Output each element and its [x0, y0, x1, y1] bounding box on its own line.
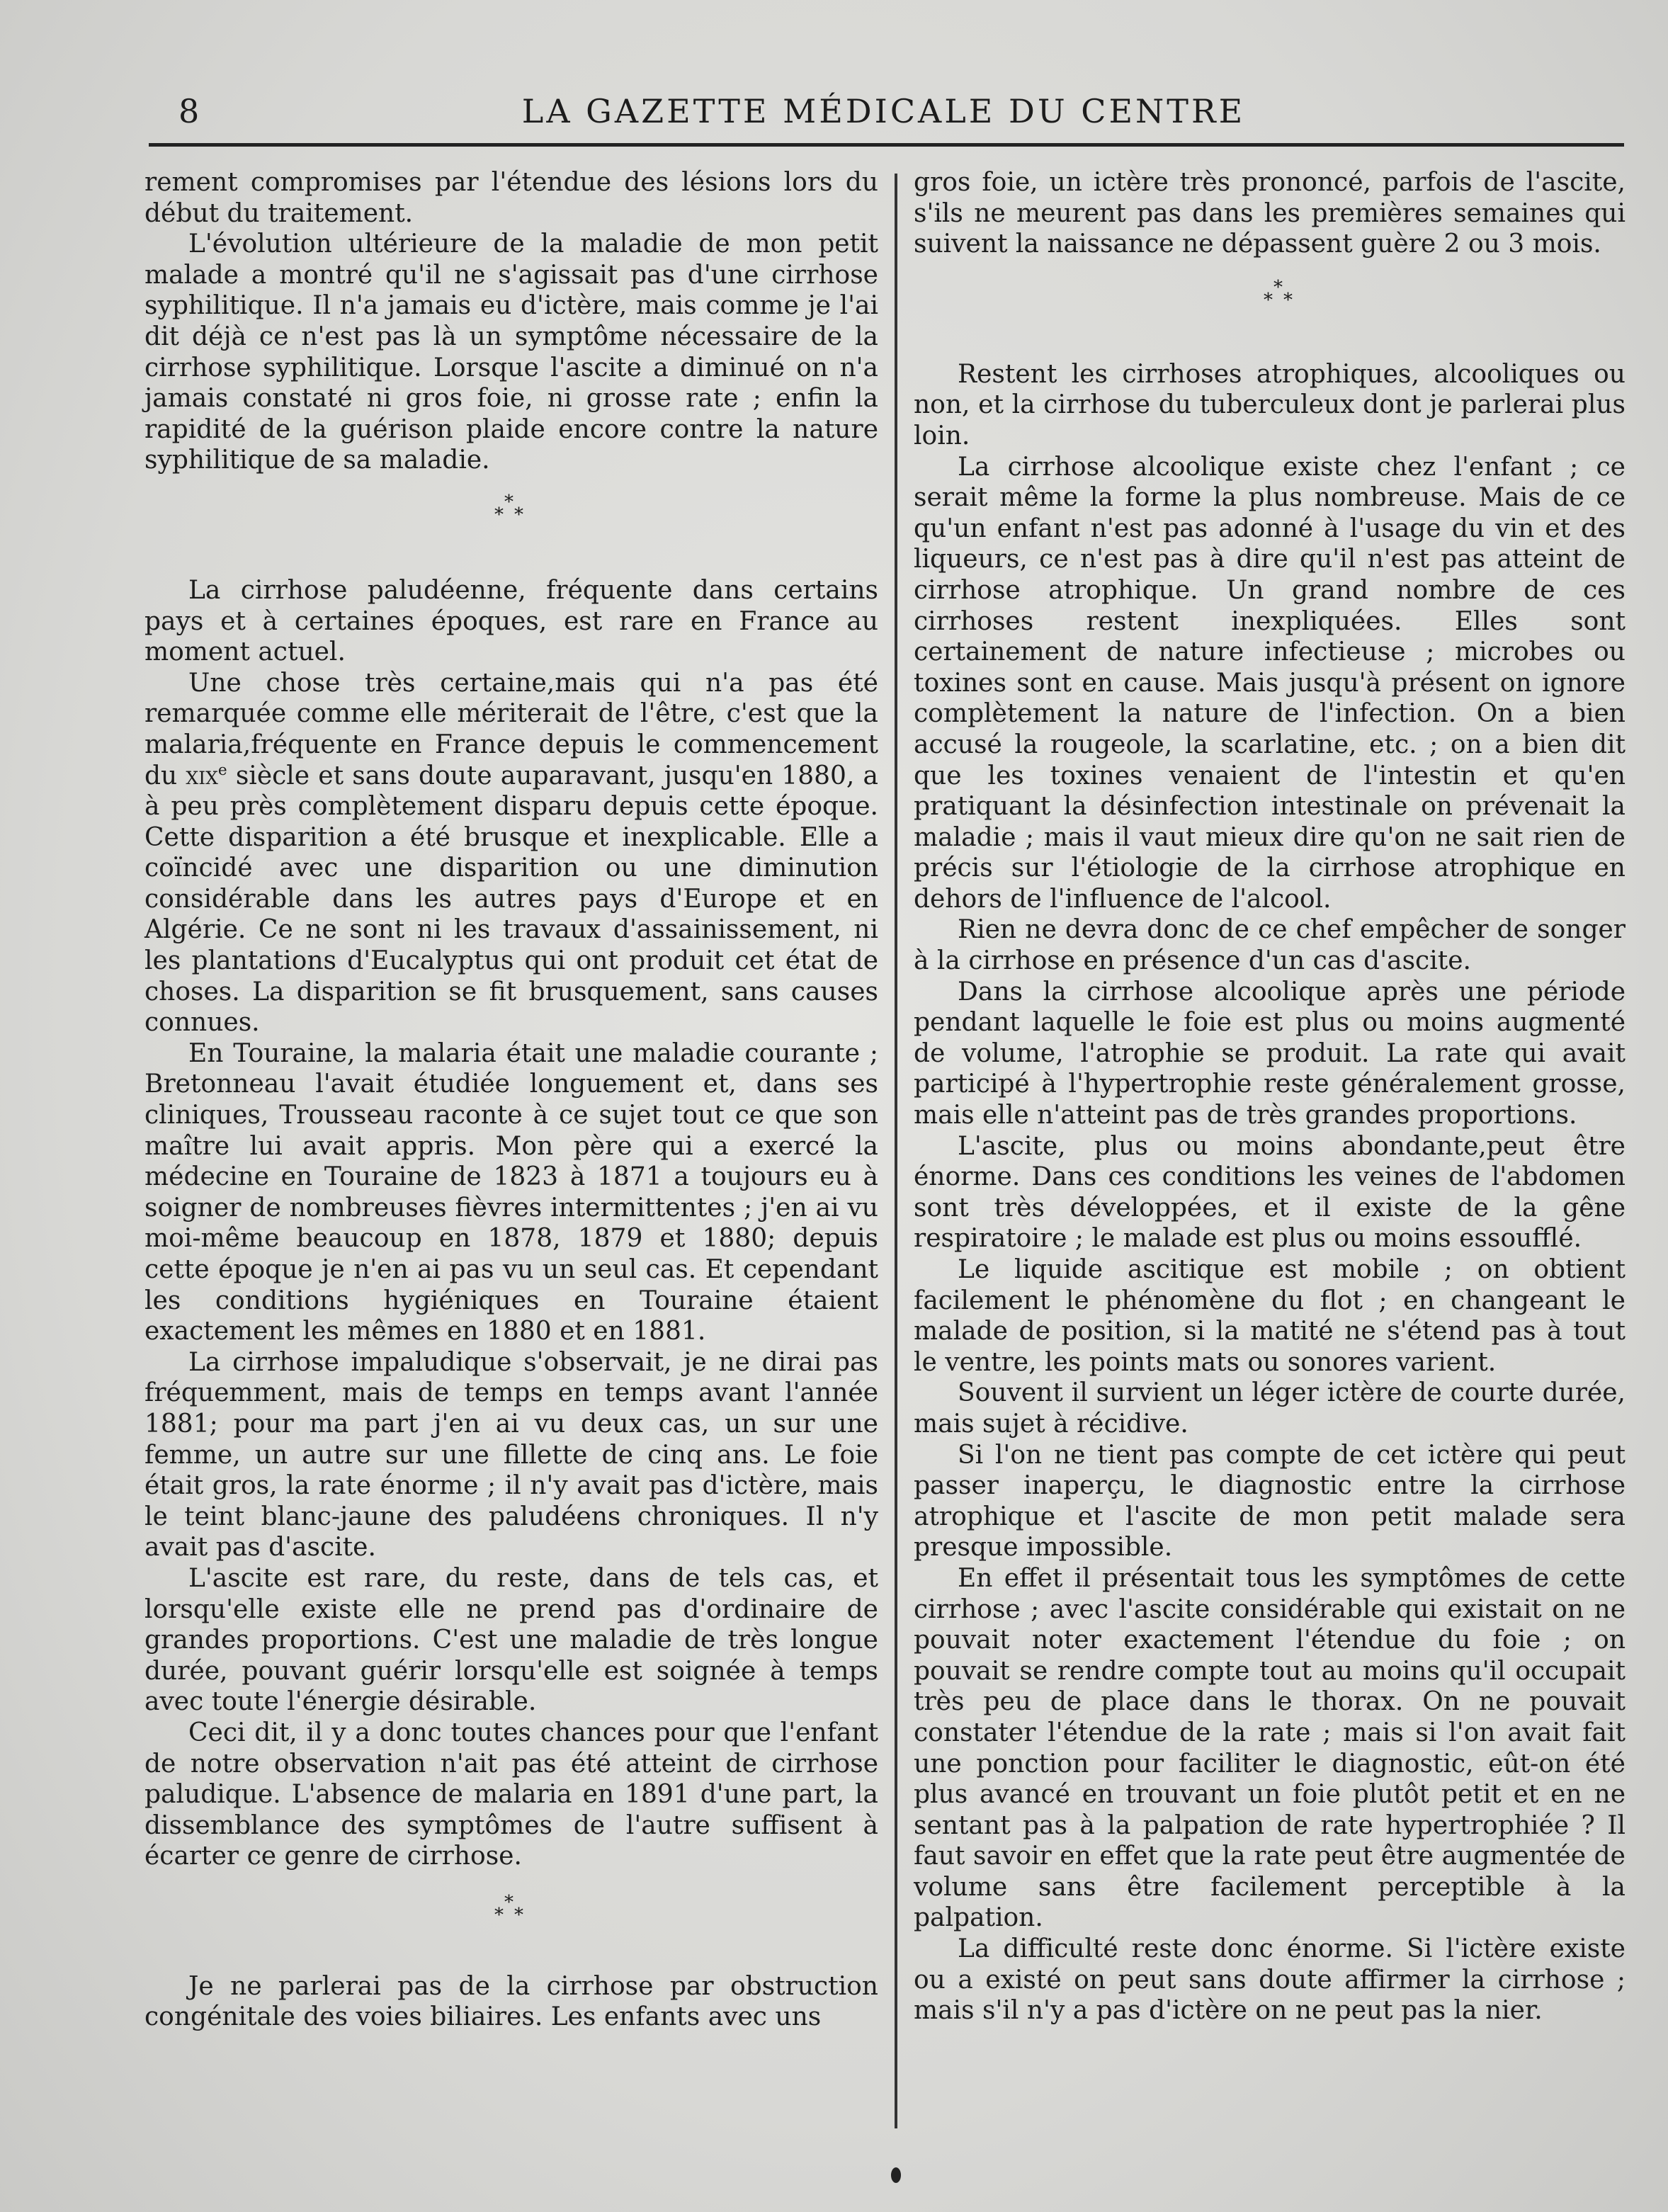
- paragraph: Rien ne devra donc de ce chef empêcher de songer à la cirrhose en présence d'un cas d'ascite.: [914, 915, 1626, 976]
- paragraph: [144, 668, 878, 1038]
- asterism-star: *: [494, 1904, 504, 1926]
- paragraph: L'ascite est rare, du reste, dans de tels cas, et lorsqu'elle existe elle ne prend pas d'ordinaire de grandes proportions. C'est une maladie de très longue durée, pouvant guérir lorsqu'elle est soignée à temps avec toute l'énergie désirable.: [144, 1563, 878, 1717]
- paragraph: Ceci dit, il y a donc toutes chances pour que l'enfant de notre observation n'ait pas été atteint de cirrhose paludique. L'absence de malaria en 1891 d'une part, la dissemblance des symptômes de l'autre suffisent à écarter ce genre de cirrhose.: [144, 1718, 878, 1871]
- asterism-star: *: [514, 504, 523, 526]
- asterism-star: *: [514, 1904, 523, 1926]
- paragraph: Si l'on ne tient pas compte de cet ictère qui peut passer inaperçu, le diagnostic entre la cirrhose atrophique et l'ascite de mon petit malade sera presque impossible.: [914, 1440, 1626, 1562]
- paragraph: Dans la cirrhose alcoolique après une période pendant laquelle le foie est plus ou moins augmenté de volume, l'atrophie se produit. La rate qui avait participé à l'hypertrophie reste généralement grosse, mais elle n'atteint pas de très grandes proportions.: [914, 977, 1626, 1130]
- paragraph: La difficulté reste donc énorme. Si l'ictère existe ou a existé on peut sans doute affirmer la cirrhose ; mais s'il n'y a pas d'ictère on ne peut pas la nier.: [914, 1934, 1626, 2026]
- paragraph: La cirrhose impaludique s'observait, je ne dirai pas fréquemment, mais de temps en temps avant l'année 1881; pour ma part j'en ai vu deux cas, un sur une femme, un autre sur une fillette de cinq ans. Le foie était gros, la rate énorme ; il n'y avait pas d'ictère, mais le teint blanc-jaune des paludéens chroniques. Il n'y avait pas d'ascite.: [144, 1347, 878, 1562]
- asterism-star: *: [1283, 289, 1293, 311]
- running-title: LA GAZETTE MÉDICALE DU CENTRE: [521, 92, 1246, 130]
- section-asterism: [914, 260, 1626, 359]
- paragraph: rement compromises par l'étendue des lésions lors du début du traitement.: [144, 168, 878, 228]
- column-divider: [895, 174, 897, 2128]
- paragraph: L'ascite, plus ou moins abondante,peut être énorme. Dans ces conditions les veines de l'abdomen sont très développées, et il existe de la gêne respiratoire ; le malade est plus ou moins essoufflé.: [914, 1131, 1626, 1254]
- left-column: [144, 167, 878, 2033]
- asterism-star: *: [1264, 289, 1273, 311]
- paragraph: Souvent il survient un léger ictère de courte durée, mais sujet à récidive.: [914, 1378, 1626, 1439]
- ink-blot: [891, 2167, 901, 2183]
- text-run: Une chose très certaine,mais qui n'a pas été remarquée comme elle mériterait de l'être, c'est que la malaria,fréquente en France depuis le commencement du: [144, 668, 878, 790]
- superscript: e: [217, 761, 227, 779]
- paragraph: En Touraine, la malaria était une maladie courante ; Bretonneau l'avait étudiée longuement et, dans ses cliniques, Trousseau raconte à ce sujet tout ce que son maître lui avait appris. Mon père qui a exercé la médecine en Touraine de 1823 à 1871 a toujours eu à soigner de nombreuses fièvres intermittentes ; j'en ai vu moi-même beaucoup en 1878, 1879 et 1880; depuis cette époque je n'en ai pas vu un seul cas. Et cependant les conditions hygiéniques en Touraine étaient exactement les mêmes en 1880 et en 1881.: [144, 1038, 878, 1346]
- asterism-star: *: [504, 1891, 514, 1913]
- text-run: siècle et sans doute auparavant, jusqu'en 1880, a à peu près complètement disparu depuis cette époque. Cette disparition a été brusque et inexplicable. Elle a coïncidé avec une disparition ou une diminution considérable dans les autres pays d'Europe et en Algérie. Ce ne sont ni les travaux d'assainissement, ni les plantations d'Eucalyptus qui ont produit cet état de choses. La disparition se fit brusquement, sans causes connues.: [144, 761, 878, 1038]
- section-asterism: [144, 476, 878, 575]
- paragraph: La cirrhose paludéenne, fréquente dans certains pays et à certaines époques, est rare en France au moment actuel.: [144, 575, 878, 667]
- paragraph: L'évolution ultérieure de la maladie de mon petit malade a montré qu'il ne s'agissait pas d'une cirrhose syphilitique. Il n'a jamais eu d'ictère, mais comme je l'ai dit déjà ce n'est pas là un symptôme nécessaire de la cirrhose syphilitique. Lorsque l'ascite a diminué on n'a jamais constaté ni gros foie, ni grosse rate ; enfin la rapidité de la guérison plaide encore contre la nature syphilitique de sa maladie.: [144, 229, 878, 475]
- page-header: [149, 84, 1618, 147]
- asterism-star: *: [504, 491, 514, 513]
- header-rule: [149, 143, 1624, 147]
- paragraph: Restent les cirrhoses atrophiques, alcooliques ou non, et la cirrhose du tuberculeux dont je parlerai plus loin.: [914, 359, 1626, 450]
- paragraph: Je ne parlerai pas de la cirrhose par obstruction congénitale des voies biliaires. Les enfants avec uns: [144, 1971, 878, 2032]
- asterism-star: *: [1273, 276, 1283, 298]
- paragraph: gros foie, un ictère très prononcé, parfois de l'ascite, s'ils ne meurent pas dans les premières semaines qui suivent la naissance ne dépassent guère 2 ou 3 mois.: [914, 168, 1626, 259]
- right-column: [914, 167, 1626, 2026]
- page-number: 8: [178, 92, 200, 130]
- section-asterism: [144, 1872, 878, 1971]
- paragraph: Le liquide ascitique est mobile ; on obtient facilement le phénomène du flot ; en changeant le malade de position, si la matité ne s'étend pas à tout le ventre, les points mats ou sonores varient.: [914, 1255, 1626, 1377]
- asterism-star: *: [494, 504, 504, 526]
- roman-numeral: xix: [186, 761, 218, 790]
- paragraph: En effet il présentait tous les symptômes de cette cirrhose ; avec l'ascite considérable qui existait on ne pouvait noter exactement l'étendue du foie ; on pouvait se rendre compte tout au moins qu'il occupait très peu de place dans le thorax. On ne pouvait constater l'étendue de la rate ; mais si l'on avait fait une ponction pour faciliter le diagnostic, eût-on été plus avancé en trouvant un foie plutôt petit et en ne sentant pas à la palpation de rate hypertrophiée ? Il faut savoir en effet que la rate peut être augmentée de volume sans être facilement perceptible à la palpation.: [914, 1563, 1626, 1933]
- paragraph: La cirrhose alcoolique existe chez l'enfant ; ce serait même la forme la plus nombreuse. Mais de ce qu'un enfant n'est pas adonné à l'usage du vin et des liqueurs, ce n'est pas à dire qu'il n'est pas atteint de cirrhose atrophique. Un grand nombre de ces cirrhoses restent inexpliquées. Elles sont certainement de nature infectieuse ; microbes ou toxines sont en cause. Mais jusqu'à présent on ignore complètement la nature de l'infection. On a bien accusé la rougeole, la scarlatine, etc. ; on a bien dit que les toxines venaient de l'intestin et qu'en pratiquant la désinfection intestinale on prévenait la maladie ; mais il vaut mieux dire qu'on ne sait rien de précis sur l'étiologie de la cirrhose atrophique en dehors de l'influence de l'alcool.: [914, 452, 1626, 914]
